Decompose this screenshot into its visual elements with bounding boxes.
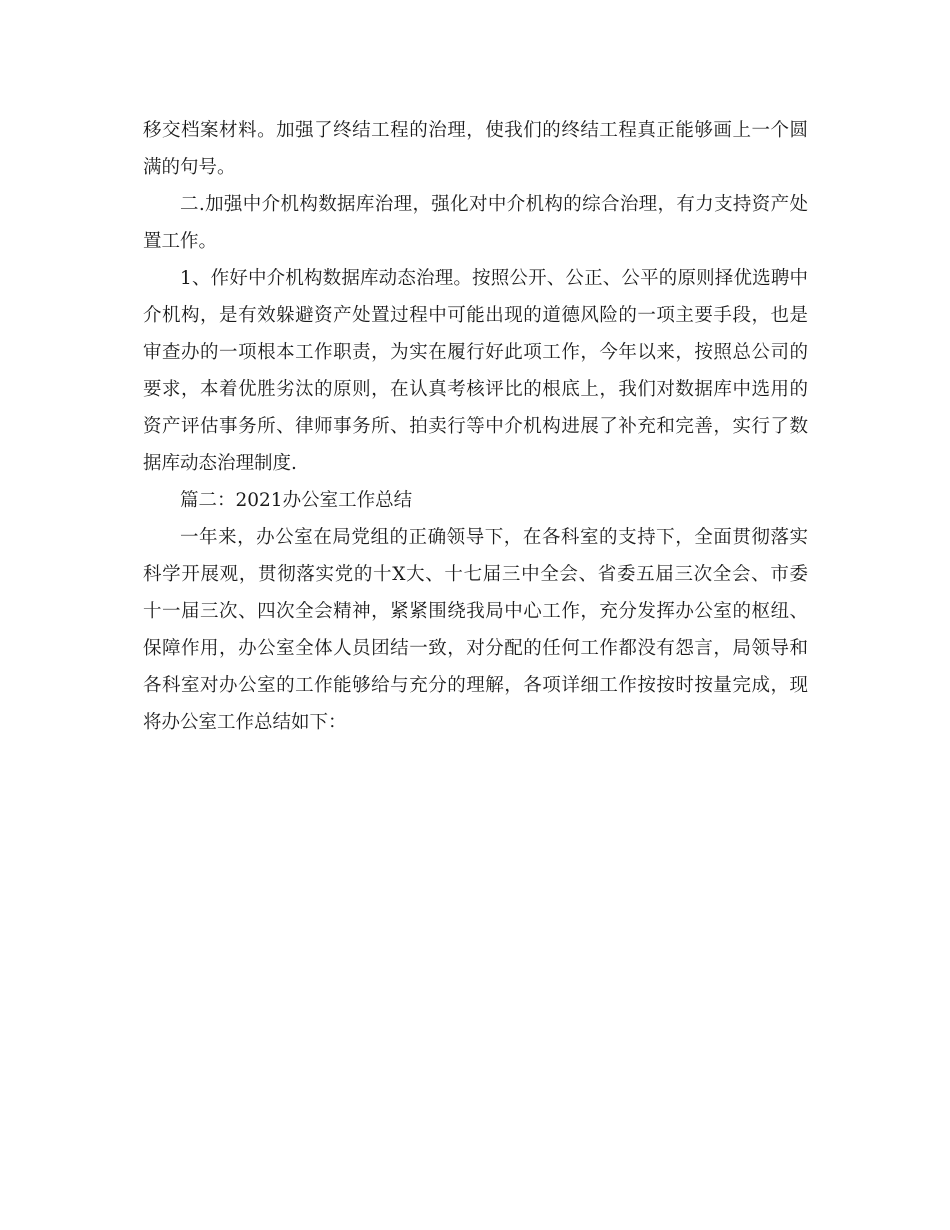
paragraph-line: 满的句号。 — [143, 157, 236, 178]
paragraph-line: 将办公室工作总结如下： — [143, 712, 347, 733]
paragraph-line: 移交档案材料。加强了终结工程的治理，使我们的终结工程真正能够画上一个圆 — [143, 120, 808, 141]
section-heading-line: 置工作。 — [143, 231, 218, 252]
article-title: 篇二：2021办公室工作总结 — [180, 490, 413, 511]
paragraph-line: 十一届三次、四次全会精神，紧紧围绕我局中心工作，充分发挥办公室的枢纽、 — [143, 601, 808, 622]
paragraph-line: 各科室对办公室的工作能够给与充分的理解，各项详细工作按按时按量完成，现 — [143, 675, 808, 696]
paragraph-line: 1、作好中介机构数据库动态治理。按照公开、公正、公平的原则择优选聘中 — [180, 268, 808, 289]
paragraph-line: 介机构，是有效躲避资产处置过程中可能出现的道德风险的一项主要手段，也是 — [143, 305, 808, 326]
paragraph-line: 要求，本着优胜劣汰的原则，在认真考核评比的根底上，我们对数据库中选用的 — [143, 379, 808, 400]
paragraph-line: 审查办的一项根本工作职责，为实在履行好此项工作，今年以来，按照总公司的 — [143, 342, 808, 363]
paragraph-line: 保障作用，办公室全体人员团结一致，对分配的任何工作都没有怨言，局领导和 — [143, 638, 808, 659]
paragraph-line: 资产评估事务所、律师事务所、拍卖行等中介机构进展了补充和完善，实行了数 — [143, 416, 808, 437]
paragraph-line: 科学开展观，贯彻落实党的十X大、十七届三中全会、省委五届三次全会、市委 — [143, 564, 808, 585]
paragraph-line: 据库动态治理制度. — [143, 453, 297, 474]
paragraph-line: 一年来，办公室在局党组的正确领导下，在各科室的支持下，全面贯彻落实 — [180, 527, 808, 548]
section-heading-line: 二.加强中介机构数据库治理，强化对中介机构的综合治理，有力支持资产处 — [180, 194, 808, 215]
document-body — [143, 112, 808, 741]
